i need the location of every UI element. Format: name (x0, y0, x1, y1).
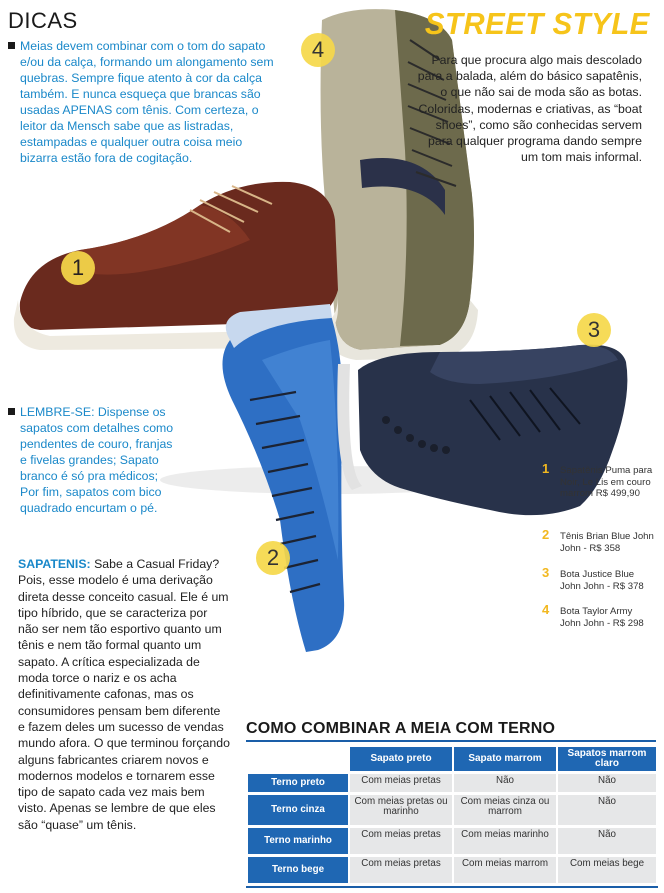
row-header: Terno preto (248, 774, 348, 792)
dicas-heading: DICAS (8, 8, 78, 33)
table-cell: Com meias marinho (454, 828, 556, 854)
sapatenis-paragraph (18, 556, 230, 833)
sapatenis-label: SAPATENIS: (18, 557, 91, 571)
product-text: Bota Taylor Army John John - R$ 298 (560, 606, 644, 629)
number-badge-4: 4 (301, 33, 335, 67)
table-top-rule (246, 740, 656, 742)
product-number: 4 (542, 602, 550, 617)
product-item-3 (542, 565, 654, 592)
street-style-text: Para que procura algo mais descolado para a balada, além do básico sapatênis, o que não sai de moda são as botas. Coloridas, modernas e criativas, as “boat shoes”, como são conhecidas servem para qualquer programa dando sempre um tom mais informal. (417, 53, 642, 165)
product-number: 1 (542, 461, 550, 476)
product-item-1 (542, 461, 654, 500)
table-cell: Com meias pretas ou marinho (350, 795, 452, 825)
table-cell: Não (558, 774, 656, 792)
table-cell: Não (558, 828, 656, 854)
dicas-text: Meias devem combinar com o tom do sapato e/ou da calça, formando um alongamento sem quebras. Sempre fique atento à cor da calça também. E nunca esqueça que brancas são usadas APENAS com tênis. Com certeza, o leitor da Mensch sabe que as listradas, estampadas e qualquer outra coisa meio bizarra estão fora de cogitação. (20, 39, 274, 165)
lembre-text: LEMBRE-SE: Dispense os sapatos com detalhes como pendentes de couro, franjas e fivelas grandes; Sapato branco é só pra médicos; Por fim, sapatos com bico quadrado encurtam o pé. (20, 405, 174, 515)
street-style-heading: STREET STYLE (425, 6, 650, 41)
product-text: Bota Justice Blue John John - R$ 378 (560, 569, 644, 592)
product-item-4 (542, 602, 654, 629)
number-badge-3: 3 (577, 313, 611, 347)
table-corner (248, 747, 348, 771)
column-header: Sapato marrom (454, 747, 556, 771)
product-number: 3 (542, 565, 550, 580)
product-item-2 (542, 527, 654, 554)
table-row (248, 857, 656, 883)
table-title: COMO COMBINAR A MEIA COM TERNO (246, 720, 556, 737)
table-cell: Com meias pretas (350, 857, 452, 883)
product-text: Sapatênis Puma para Noir, Le Lis em couro marrom R$ 499,90 (560, 465, 653, 499)
number-badge-1: 1 (61, 251, 95, 285)
sapatenis-text: Sabe a Casual Friday? Pois, esse modelo é uma derivação direta desse conceito casual. Ele é um tipo híbrido, que se caracteriza por não ser nem tão esportivo quanto um tênis e nem tão formal quanto um sapato. A crítica especializada de moda torce o nariz e os acha definitivamente cafonas, mas os consumidores pensam bem diferente e fazem deles um sucesso de vendas mundo afora. O que terminou forçando alguns fabricantes criarem novos e modernos modelos e tornarem esse tipo de sapato cada vez mais bem visto. Apenas se lembre de que eles são “quase” um tênis. (18, 557, 230, 832)
product-number: 2 (542, 527, 550, 542)
table-bottom-rule (246, 886, 658, 888)
row-header: Terno bege (248, 857, 348, 883)
table-row (248, 795, 656, 825)
table-cell: Com meias pretas (350, 828, 452, 854)
product-text: Tênis Brian Blue John John - R$ 358 (560, 531, 654, 554)
table-cell: Com meias pretas (350, 774, 452, 792)
lembre-bullet (8, 408, 15, 415)
table-cell: Com meias cinza ou marrom (454, 795, 556, 825)
dicas-bullet (8, 42, 15, 49)
row-header: Terno marinho (248, 828, 348, 854)
table-cell: Não (558, 795, 656, 825)
table-cell: Com meias marrom (454, 857, 556, 883)
sock-suit-table (246, 744, 658, 886)
number-badge-2: 2 (256, 541, 290, 575)
table-row (248, 774, 656, 792)
table-cell: Com meias bege (558, 857, 656, 883)
column-header: Sapato preto (350, 747, 452, 771)
row-header: Terno cinza (248, 795, 348, 825)
table-header-row (248, 747, 656, 771)
column-header: Sapatos marrom claro (558, 747, 656, 771)
table-cell: Não (454, 774, 556, 792)
table-row (248, 828, 656, 854)
